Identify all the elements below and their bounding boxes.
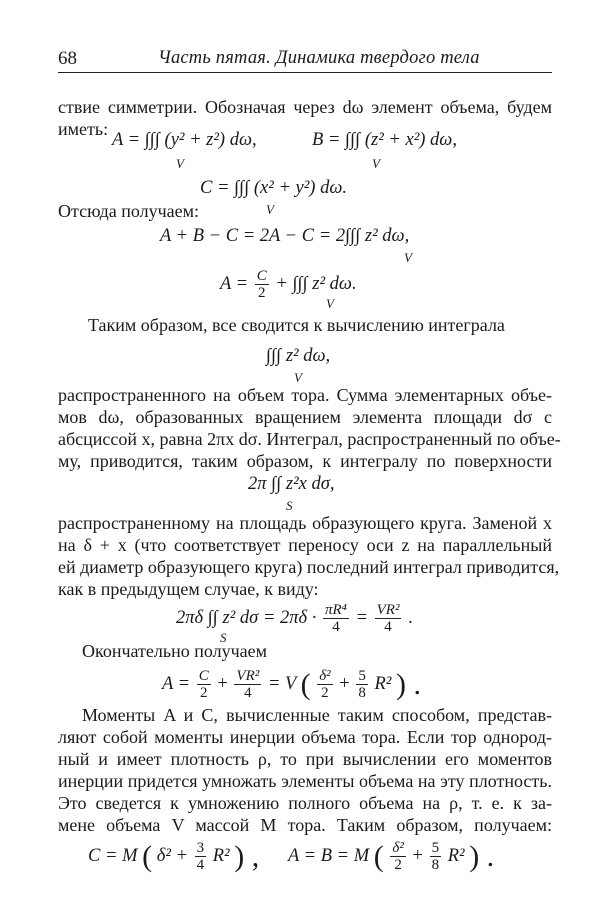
denominator: 4 xyxy=(384,619,392,635)
numerator: 3 xyxy=(196,840,205,856)
eq-lhs: A = xyxy=(220,273,249,294)
text-line-8: му, приводится, таким образом, к интегралу по поверхности xyxy=(58,451,552,471)
open-paren: ( xyxy=(300,667,311,701)
text-line-3: Отсюда получаем: xyxy=(58,201,200,221)
numerator: πR⁴ xyxy=(324,602,347,618)
text-line-16: ный и имеет плотность ρ, то при вычислении его моментов xyxy=(58,749,552,769)
close-paren: ) . xyxy=(395,667,421,701)
denominator: 2 xyxy=(394,857,402,873)
text-line-9: распространенному на площадь образующего круга. Заменой x xyxy=(58,513,552,533)
equation-A-final xyxy=(162,668,421,701)
R-squared: R² xyxy=(447,845,465,866)
eq-lhs: C = M xyxy=(88,845,138,866)
equation-z2-integral: ∫∫∫ z² dω, xyxy=(266,346,331,366)
eq-lhs: 2πδ ∫∫ z² dσ = 2πδ · xyxy=(176,607,317,628)
subscript-S: S xyxy=(220,630,227,645)
plus-sign: + xyxy=(217,673,228,694)
equation-A-integral: A = ∫∫∫ (y² + z²) dω, xyxy=(112,130,257,150)
fraction-C-over-2 xyxy=(197,668,211,701)
text-line-5: распространенного на объем тора. Сумма элементарных объе- xyxy=(58,385,552,405)
denominator: 2 xyxy=(321,685,329,701)
denominator: 8 xyxy=(358,685,366,701)
subscript-V: V xyxy=(294,370,302,385)
fraction-piR4-over-4 xyxy=(323,602,349,635)
text-line-14: Моменты A и C, вычисленные таким способом, представ- xyxy=(82,705,552,725)
delta-squared-plus: δ² + xyxy=(156,845,188,866)
text-line-19: мене объема V массой M тора. Таким образом, получаем: xyxy=(58,815,552,835)
subscript-V: V xyxy=(326,296,334,311)
denominator: 4 xyxy=(244,685,252,701)
text-line-12: как в предыдущем случае, к виду: xyxy=(58,579,319,599)
text-line-7: абсциссой x, равна 2πx dσ. Интеграл, распространенный по объе- xyxy=(58,429,561,449)
page-number: 68 xyxy=(58,48,77,69)
eq-lhs: A = B = M xyxy=(288,845,370,866)
numerator: 5 xyxy=(431,840,440,856)
fraction-3-over-4 xyxy=(195,840,207,873)
plus-sign: + xyxy=(339,673,350,694)
denominator: 2 xyxy=(199,685,208,701)
open-paren: ( xyxy=(373,839,384,873)
denominator: 4 xyxy=(332,619,340,635)
open-paren: ( xyxy=(142,839,153,873)
equation-sum: A + B − C = 2A − C = 2∫∫∫ z² dω, xyxy=(160,226,410,246)
R-squared: R² xyxy=(374,673,392,694)
fraction-C-over-2 xyxy=(255,268,269,301)
text-line-4: Таким образом, все сводится к вычислению интеграла xyxy=(88,315,505,335)
subscript-V: V xyxy=(176,156,184,171)
text-line-2: иметь: xyxy=(58,119,109,139)
subscript-V: V xyxy=(372,156,380,171)
eq-rhs: + ∫∫∫ z² dω. xyxy=(275,273,357,294)
text-line-1: ствие симметрии. Обозначая через dω элемент объема, будем xyxy=(58,97,552,117)
denominator: 2 xyxy=(257,285,266,301)
denominator: 8 xyxy=(431,857,440,873)
eq-equals-V: = V xyxy=(267,673,296,694)
subscript-V: V xyxy=(404,250,412,265)
equation-surface-integral: 2π ∫∫ z²x dσ, xyxy=(248,474,335,494)
subscript-S: S xyxy=(286,498,293,513)
text-line-11: ей диаметр образующего круга) последний интеграл приводится, xyxy=(58,557,560,577)
numerator: 5 xyxy=(358,668,366,684)
running-title: Часть пятая. Динамика твердого тела xyxy=(158,48,480,68)
eq-equals: = xyxy=(355,607,368,628)
numerator: δ² xyxy=(319,668,331,684)
subscript-V: V xyxy=(266,202,274,217)
numerator: δ² xyxy=(392,840,404,856)
equation-B-integral: B = ∫∫∫ (z² + x²) dω, xyxy=(312,130,457,150)
close-paren: ) , xyxy=(234,839,260,873)
text-line-13: Окончательно получаем xyxy=(82,641,268,661)
equation-C-integral: C = ∫∫∫ (x² + y²) dω. xyxy=(200,178,348,198)
equation-C-mass xyxy=(88,840,259,873)
denominator: 4 xyxy=(196,857,205,873)
fraction-VR2-over-4 xyxy=(234,668,261,701)
header-rule xyxy=(58,72,552,73)
text-line-10: на δ + x (что соответствует переносу оси z на параллельный xyxy=(58,535,552,555)
fraction-5-over-8 xyxy=(356,668,368,701)
numerator: VR² xyxy=(236,668,260,684)
R-squared: R² xyxy=(212,845,230,866)
plus-sign: + xyxy=(412,845,423,866)
equation-A-B-mass xyxy=(288,840,494,873)
eq-lhs: A = xyxy=(162,673,191,694)
numerator: C xyxy=(256,268,267,284)
fraction-5-over-8 xyxy=(430,840,442,873)
numerator: VR² xyxy=(376,602,400,618)
text-line-6: мов dω, образованных вращением элемента площади dσ с xyxy=(58,407,552,427)
close-paren: ) . xyxy=(469,839,495,873)
fraction-d2-over-2 xyxy=(317,668,332,701)
fraction-d2-over-2 xyxy=(390,840,405,873)
equation-A-result xyxy=(220,268,357,301)
text-line-18: Это сведется к умножению полного объема на ρ, т. е. к за- xyxy=(58,793,552,813)
text-line-15: ляют собой моменты инерции объема тора. Если тор однород- xyxy=(58,727,552,747)
numerator: C xyxy=(198,668,209,684)
text-line-17: инерции придется умножать элементы объема на эту плотность. xyxy=(58,771,552,791)
page-header xyxy=(58,44,552,74)
equation-torus-volume: 2πδ ∫∫ z² dσ = 2πδ · $\frac{\text{πR⁴}}{4}$ = $\frac{\text{VR²}}{4}$ . xyxy=(176,602,413,635)
fraction-VR2-over-4 xyxy=(375,602,402,635)
